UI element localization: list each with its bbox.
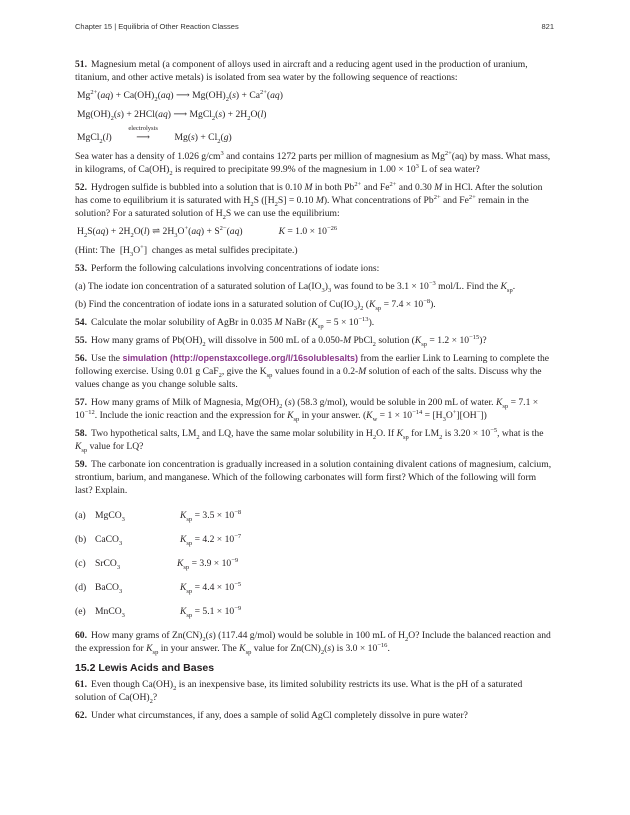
reaction-sequence — [77, 89, 555, 144]
simulation-link[interactable]: simulation (http://openstaxcollege.org/l/16solublesalts) — [122, 353, 358, 363]
question-55: 55. How many grams of $Pb(OH)_2$ will dissolve in 500 mL of a 0.050-M PbCl$_2$ solution $(K_{sp} = 1.2 \times 10^{-15})$? — [75, 333, 487, 348]
section-heading: 15.2 Lewis Acids and Bases — [75, 662, 215, 674]
question-52-hint: (Hint: The $[H_3O^+]$ changes as metal sulfides precipitate.) — [75, 243, 298, 258]
option-b: (b) CaCO$_3$ $K_{sp} = 4.2 \times 10^{-7}$ — [75, 532, 242, 547]
carbonate-options — [75, 509, 555, 618]
reaction-3: MgCl$_2$(l) electrolysis ⟶ $Mg(s) + Cl_2(g)$ — [77, 131, 555, 144]
question-51 — [75, 58, 555, 84]
question-60: 60. How many grams of $Zn(CN)_2(s)$ (117.44 g/mol) would be soluble in 100 mL of $H_2O$? Include the balanced reaction and the expression for $K_{sp}$ in your answer. The $K_{sp}$ value for $Zn(CN)_2(s)$ is $3.0 \times 10^{-16}$. — [75, 630, 551, 656]
option-e: (e) MnCO$_3$ $K_{sp} = 5.1 \times 10^{-9}$ — [75, 604, 242, 619]
question-52: 52. Hydrogen sulfide is bubbled into a solution that is 0.10 M in both $Pb^{2+}$ and $Fe^{2+}$ and 0.30 M in HCl. After the solution has come to equilibrium it is saturated with $H_2S$ ($[H_2S] = 0.10$ M). What concentrations of $Pb^{2+}$ and $Fe^{2+}$ remain in the solution? For a saturated solution of $H_2S$ we can use the equilibrium: — [75, 180, 543, 221]
chapter-header: Chapter 15 | Equilibria of Other Reaction Classes — [75, 22, 239, 31]
arrow-label: electrolysis — [128, 125, 158, 132]
question-53b: (b) Find the concentration of iodate ions in a saturated solution of $Cu(IO_3)_2$ $(K_{sp} = 7.4 \times 10^{-8})$. — [75, 297, 436, 312]
question-59: 59. The carbonate ion concentration is gradually increased in a solution containing divalent cations of magnesium, calcium, strontium, barium, and manganese. Which of the following carbonates will form first? Which of the following will form last? Explain. — [75, 459, 552, 496]
option-a: (a) MgCO$_3$ $K_{sp} = 3.5 \times 10^{-8}$ — [75, 508, 242, 523]
question-57: 57. How many grams of Milk of Magnesia, $Mg(OH)_2$ (s) (58.3 g/mol), would be soluble in 200 mL of water. $K_{sp} = 7.1 \times 10^{-12}$. Include the ionic reaction and the expression for $K_{sp}$ in your answer. $(K_w = 1 \times 10^{-14} = [H_3O^+][OH^-])$ — [75, 397, 539, 423]
option-d: (d) BaCO$_3$ $K_{sp} = 4.4 \times 10^{-5}$ — [75, 580, 242, 595]
question-56: 56. Use the simulation (http://openstaxcollege.org/l/16solublesalts) from the earlier Link to Learning to complete the following exercise. Using 0.01 g CaF$_2$, give the $K_{sp}$ values found in a 0.2-M solution of each of the salts. Discuss why the values change as you change soluble salts. — [75, 353, 550, 390]
question-text: Magnesium metal (a component of alloys used in aircraft and a reducing agent used in the production of uranium, titanium, and other active metals) is isolated from sea water by the following sequence of reactions: — [75, 59, 528, 83]
reaction-2: $Mg(OH)_2(s) + 2HCl(aq)$ ⟶ MgCl$_2$(s) + $2H_2O(l)$ — [77, 109, 267, 122]
h2s-equilibrium: $H_2S(aq) + 2H_2O(l)$ ⇌ $2H_3O^+(aq) + S^{2-}(aq)$ $K = 1.0 \times 10^{-26}$ — [77, 224, 338, 239]
question-62: 62. Under what circumstances, if any, does a sample of solid AgCl completely dissolve in pure water? — [75, 710, 468, 721]
question-54: 54. Calculate the molar solubility of AgBr in 0.035 M NaBr $(K_{sp} = 5 \times 10^{-13})$. — [75, 315, 375, 330]
question-53: 53. Perform the following calculations involving concentrations of iodate ions: — [75, 263, 380, 274]
question-number: 51. — [75, 59, 87, 70]
question-61: 61. Even though $Ca(OH)_2$ is an inexpensive base, its limited solubility restricts its use. What is the pH of a saturated solution of $Ca(OH)_2$? — [75, 679, 523, 705]
reaction-1: $Mg^{2+}(aq) + Ca(OH)_2(aq)$ ⟶ $Mg(OH)_2(s) + Ca^{2+}(aq)$ — [77, 88, 283, 103]
question-58: 58. Two hypothetical salts, $LM_2$ and LQ, have the same molar solubility in $H_2O$. If $K_{sp}$ for $LM_2$ is $3.20 \times 10^{-5}$, what is the $K_{sp}$ value for LQ? — [75, 426, 544, 454]
question-51-continued: Sea water has a density of 1.026 $g/cm^3$ and contains 1272 parts per million of magnesium as $Mg^{2+}(aq)$ by mass. What mass, in kilograms, of $Ca(OH)_2$ is required to precipitate 99.9% of the magnesium in $1.00 \times 10^3$ L of sea water? — [75, 149, 551, 177]
page-number: 821 — [541, 22, 554, 31]
option-c: (c) SrCO$_3$ $K_{sp} = 3.9 \times 10^{-9}$ — [75, 556, 239, 571]
question-53a: (a) The iodate ion concentration of a saturated solution of $La(IO_3)_3$ was found to be $3.1 \times 10^{-3}$ mol/L. Find the $K_{sp}$. — [75, 279, 516, 294]
problem-list — [75, 58, 555, 727]
